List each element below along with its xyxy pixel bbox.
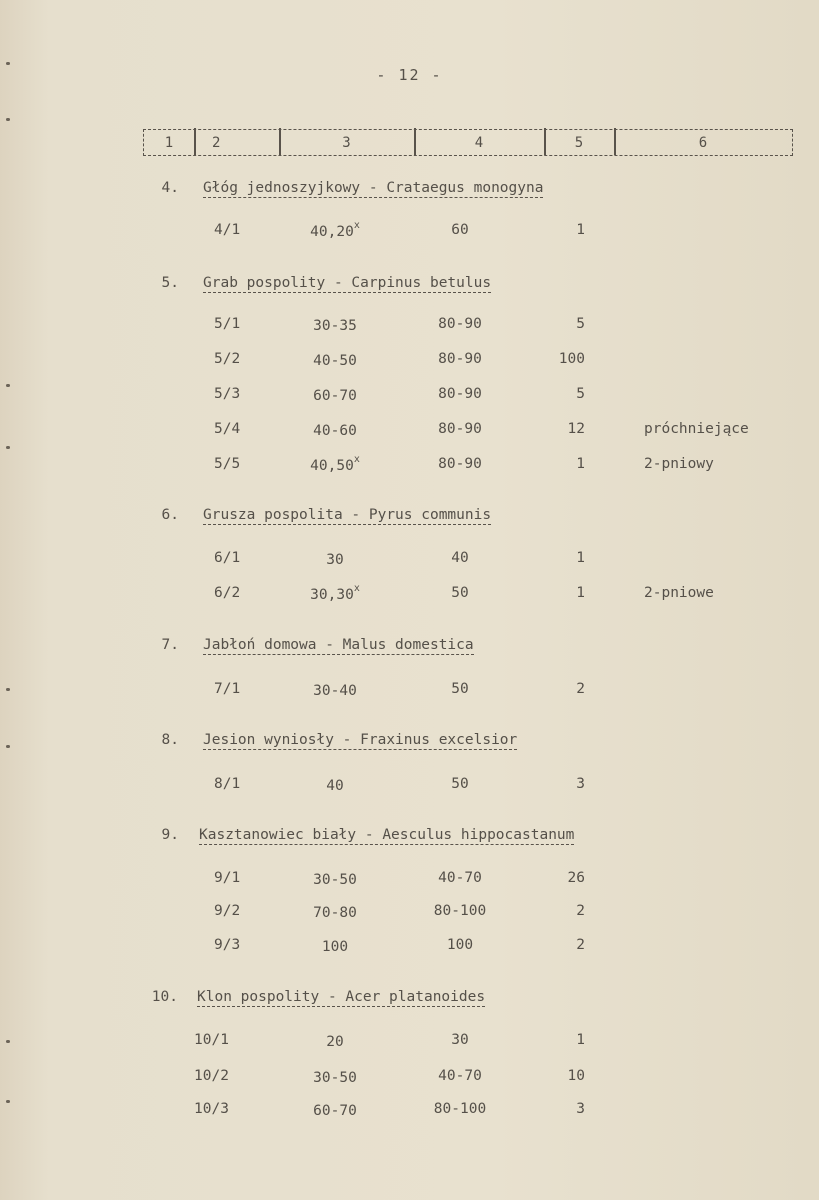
trunk-value-text: 30 [326, 551, 344, 568]
column-header: 3 [342, 135, 351, 151]
height-value-text: 80-100 [433, 903, 487, 919]
height-value [400, 1068, 520, 1084]
species-name: Klon pospolity - Acer platanoides [197, 989, 486, 1005]
height-value-text: 30 [451, 1032, 469, 1048]
tree-id [214, 421, 240, 437]
table-row [0, 550, 819, 580]
tree-id-text: 5/5 [214, 456, 241, 472]
tree-id-text: 9/1 [214, 870, 241, 886]
height-value-text: 50 [451, 681, 469, 697]
remark-text: 2-pniowy [644, 456, 714, 472]
count-value-text: 2 [576, 903, 585, 919]
column-header: 4 [474, 135, 484, 151]
trunk-value-text: 30-40 [313, 682, 357, 699]
footnote-mark: x [353, 583, 360, 594]
count-value [525, 1032, 585, 1048]
species-number: 5. [161, 275, 179, 291]
height-value [400, 316, 520, 332]
trunk-value [275, 903, 395, 921]
trunk-value [275, 585, 395, 603]
count-value [525, 585, 585, 601]
height-value-text: 100 [446, 937, 474, 953]
count-value [525, 421, 585, 437]
count-value-text: 3 [576, 1101, 585, 1117]
count-value-text: 12 [567, 421, 585, 437]
species-name: Grusza pospolita - Pyrus communis [203, 507, 492, 523]
remark-text: próchniejące [644, 421, 749, 437]
tree-id-text: 5/3 [214, 386, 241, 402]
species-number: 10. [151, 989, 178, 1005]
table-row [0, 351, 819, 381]
species-number: 6. [161, 507, 179, 523]
count-value [525, 386, 585, 402]
trunk-value [275, 222, 395, 240]
height-value-text: 80-90 [438, 421, 482, 437]
column-header: 1 [164, 135, 174, 151]
species-number: 8. [161, 732, 179, 748]
height-value [400, 386, 520, 402]
height-value-text: 80-90 [438, 386, 482, 402]
table-row [0, 386, 819, 416]
tree-id [214, 776, 240, 792]
trunk-value [275, 456, 395, 474]
species-number: 9. [161, 827, 179, 843]
trunk-value-text: 30-50 [313, 871, 357, 888]
count-value-text: 5 [576, 316, 585, 332]
tree-id-text: 10/1 [194, 1032, 229, 1048]
tree-id-text: 10/2 [194, 1068, 229, 1084]
count-value-text: 5 [576, 386, 585, 402]
tree-id-text: 5/2 [214, 351, 241, 367]
tree-id [214, 937, 240, 953]
trunk-value-text: 20 [326, 1033, 344, 1050]
table-row [0, 1032, 819, 1062]
tree-id-text: 6/2 [214, 585, 241, 601]
count-value [525, 222, 585, 238]
tree-id [214, 456, 240, 472]
height-value-text: 80-90 [438, 456, 482, 472]
height-value-text: 80-90 [438, 351, 482, 367]
tree-id [214, 585, 240, 601]
tree-id [214, 550, 240, 566]
table-row [0, 1101, 819, 1131]
trunk-value-text: 40,20 [310, 223, 354, 240]
trunk-value-text: 70-80 [313, 904, 357, 921]
trunk-value-text: 30,30 [310, 586, 354, 603]
tree-id [194, 1101, 229, 1117]
table-row [0, 456, 819, 486]
count-value-text: 1 [576, 550, 585, 566]
table-row [0, 316, 819, 346]
table-row [0, 937, 819, 967]
height-value [400, 1101, 520, 1117]
height-value [400, 937, 520, 953]
table-row [0, 870, 819, 900]
column-header: 5 [574, 135, 584, 151]
trunk-value-text: 40 [326, 777, 344, 794]
height-value [400, 681, 520, 697]
tree-id [214, 316, 240, 332]
species-name: Kasztanowiec biały - Aesculus hippocastanum [199, 827, 575, 843]
trunk-value-text: 30-50 [313, 1069, 357, 1086]
count-value-text: 2 [576, 681, 585, 697]
trunk-value [275, 870, 395, 888]
tree-id [194, 1032, 229, 1048]
tree-id-text: 8/1 [214, 776, 241, 792]
count-value-text: 10 [567, 1068, 585, 1084]
trunk-value [275, 351, 395, 369]
height-value-text: 40-70 [438, 870, 482, 886]
count-value [525, 316, 585, 332]
trunk-value [275, 937, 395, 955]
height-value-text: 60 [451, 222, 469, 238]
trunk-value [275, 421, 395, 439]
table-row [0, 421, 819, 451]
count-value [525, 351, 585, 367]
trunk-value [275, 1101, 395, 1119]
count-value-text: 1 [576, 585, 585, 601]
footnote-mark: x [353, 220, 360, 231]
table-row [0, 585, 819, 615]
column-header: 2 [212, 135, 221, 151]
count-value-text: 3 [576, 776, 585, 792]
tree-id [214, 386, 240, 402]
count-value [525, 456, 585, 472]
tree-id-text: 5/1 [214, 316, 241, 332]
count-value-text: 1 [576, 1032, 585, 1048]
tree-id [214, 681, 240, 697]
table-row [0, 776, 819, 806]
height-value [400, 585, 520, 601]
footnote-mark: x [353, 454, 360, 465]
count-value [525, 550, 585, 566]
trunk-value [275, 681, 395, 699]
tree-id [214, 351, 240, 367]
tree-id-text: 7/1 [214, 681, 241, 697]
height-value-text: 50 [451, 776, 469, 792]
tree-id [214, 870, 240, 886]
count-value [525, 1101, 585, 1117]
count-value-text: 1 [576, 456, 585, 472]
height-value-text: 40-70 [438, 1068, 482, 1084]
trunk-value-text: 60-70 [313, 387, 357, 404]
tree-id-text: 4/1 [214, 222, 241, 238]
tree-id-text: 9/3 [214, 937, 241, 953]
count-value-text: 1 [576, 222, 585, 238]
table-row [0, 681, 819, 711]
count-value [525, 870, 585, 886]
count-value [525, 1068, 585, 1084]
table-row [0, 222, 819, 252]
page-number: - 12 - [376, 66, 443, 84]
trunk-value-text: 60-70 [313, 1102, 357, 1119]
table-row [0, 903, 819, 933]
height-value [400, 776, 520, 792]
trunk-value-text: 40,50 [310, 457, 354, 474]
tree-id [194, 1068, 229, 1084]
margin-mark [6, 118, 10, 121]
remark [644, 456, 714, 472]
species-name: Grab pospolity - Carpinus betulus [203, 275, 492, 291]
tree-id-text: 10/3 [194, 1101, 229, 1117]
species-number: 7. [161, 637, 179, 653]
trunk-value [275, 316, 395, 334]
height-value-text: 80-100 [433, 1101, 487, 1117]
count-value [525, 681, 585, 697]
table-row [0, 1068, 819, 1098]
height-value [400, 351, 520, 367]
trunk-value [275, 386, 395, 404]
remark-text: 2-pniowe [644, 585, 714, 601]
height-value-text: 80-90 [438, 316, 482, 332]
count-value [525, 776, 585, 792]
height-value [400, 421, 520, 437]
count-value [525, 903, 585, 919]
height-value-text: 40 [451, 550, 469, 566]
height-value [400, 1032, 520, 1048]
species-name: Jesion wyniosły - Fraxinus excelsior [203, 732, 518, 748]
trunk-value-text: 40-60 [313, 422, 357, 439]
height-value-text: 50 [451, 585, 469, 601]
height-value [400, 903, 520, 919]
margin-mark [6, 745, 10, 748]
trunk-value [275, 776, 395, 794]
remark [644, 421, 749, 437]
tree-id-text: 6/1 [214, 550, 241, 566]
count-value [525, 937, 585, 953]
species-name: Jabłoń domowa - Malus domestica [203, 637, 474, 653]
tree-id-text: 5/4 [214, 421, 241, 437]
tree-id [214, 222, 240, 238]
height-value [400, 870, 520, 886]
column-header: 6 [698, 135, 708, 151]
trunk-value-text: 30-35 [313, 317, 357, 334]
count-value-text: 2 [576, 937, 585, 953]
height-value [400, 456, 520, 472]
margin-mark [6, 62, 10, 65]
trunk-value [275, 550, 395, 568]
height-value [400, 550, 520, 566]
column-header-row [143, 129, 793, 156]
trunk-value [275, 1032, 395, 1050]
count-value-text: 26 [567, 870, 585, 886]
remark [644, 585, 714, 601]
height-value [400, 222, 520, 238]
tree-id [214, 903, 240, 919]
trunk-value-text: 100 [321, 938, 349, 955]
species-number: 4. [161, 180, 179, 196]
count-value-text: 100 [558, 351, 585, 367]
tree-id-text: 9/2 [214, 903, 241, 919]
trunk-value [275, 1068, 395, 1086]
trunk-value-text: 40-50 [313, 352, 357, 369]
species-name: Głóg jednoszyjkowy - Crataegus monogyna [203, 180, 544, 196]
